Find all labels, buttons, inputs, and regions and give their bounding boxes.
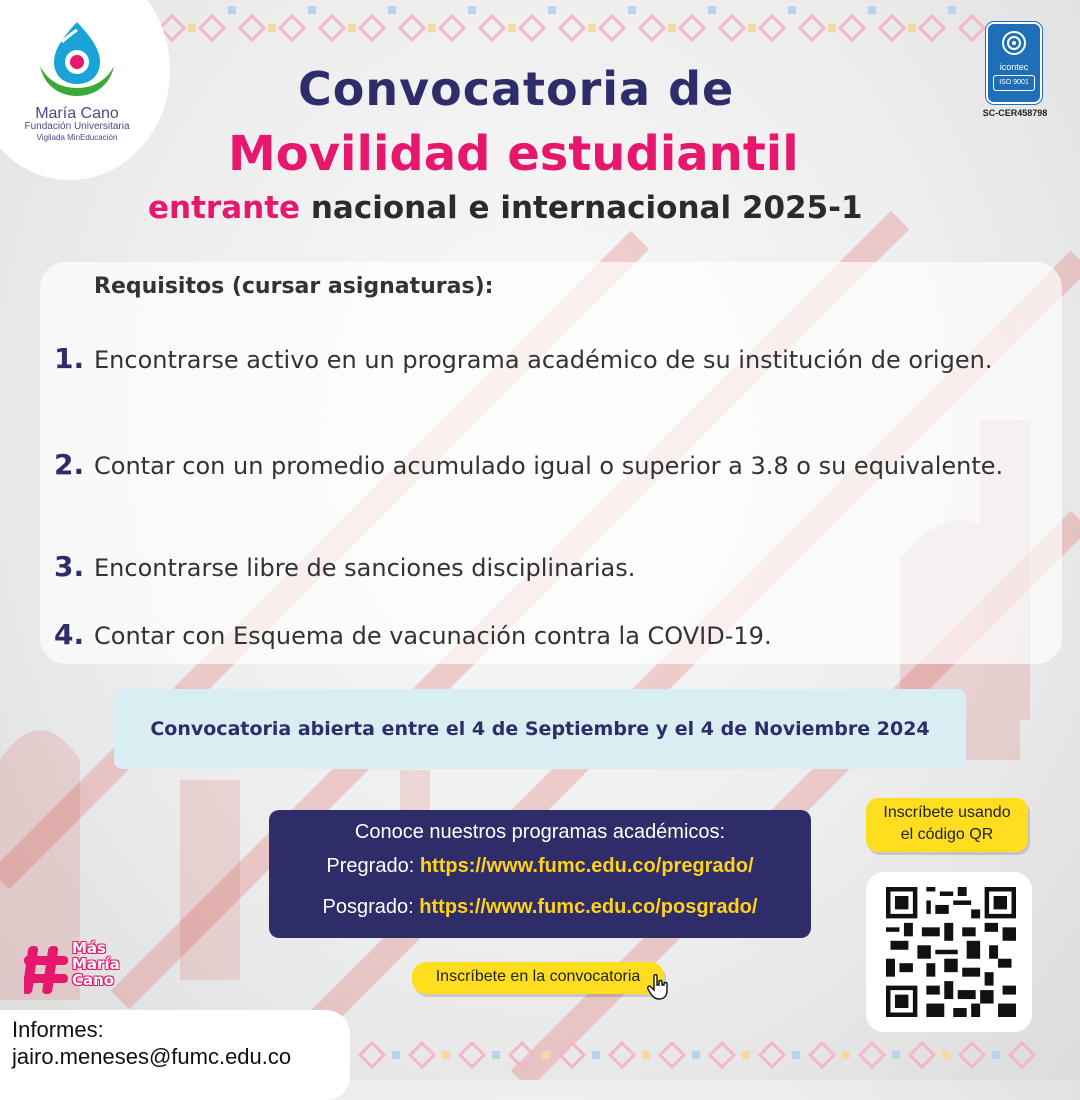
decorative-pattern-top bbox=[150, 0, 1000, 58]
heading-line-2: Movilidad estudiantil bbox=[228, 126, 799, 182]
hashtag-line-1: Más bbox=[72, 939, 106, 957]
logo-subtitle: Fundación Universitaria bbox=[24, 121, 130, 132]
posgrado-link[interactable]: https://www.fumc.edu.co/posgrado/ bbox=[419, 896, 758, 918]
requirement-number: 4. bbox=[54, 618, 85, 651]
icontec-icon bbox=[988, 24, 1040, 58]
requirement-text: Contar con Esquema de vacunación contra la COVID-19. bbox=[94, 622, 772, 650]
contact-label: Informes: bbox=[12, 1017, 104, 1042]
logo-name: María Cano bbox=[35, 105, 119, 122]
open-period-text: Convocatoria abierta entre el 4 de Septiembre y el 4 de Noviembre 2024 bbox=[150, 718, 930, 740]
heading-line-3 bbox=[148, 190, 863, 226]
open-period-banner bbox=[114, 689, 966, 769]
requirements-title: Requisitos (cursar asignaturas): bbox=[94, 274, 494, 299]
qr-code-icon[interactable] bbox=[886, 887, 1016, 1017]
icontec-certification-badge bbox=[986, 22, 1042, 104]
university-logo bbox=[22, 18, 132, 158]
pointer-hand-icon bbox=[646, 974, 670, 1000]
pregrado-label: Pregrado: bbox=[326, 855, 415, 877]
requirement-number: 1. bbox=[54, 342, 85, 375]
pregrado-line bbox=[269, 855, 811, 878]
hashtag-text bbox=[72, 940, 120, 988]
cert-standard: ISO 9001 bbox=[993, 75, 1035, 91]
logo-tagline: Vigilada MinEducación bbox=[36, 133, 118, 142]
programs-box bbox=[269, 810, 811, 938]
qr-prompt-badge bbox=[866, 798, 1028, 852]
signup-button[interactable]: Inscríbete en la convocatoria bbox=[412, 962, 664, 994]
logo-emblem-icon bbox=[22, 18, 132, 100]
requirement-text: Contar con un promedio acumulado igual o superior a 3.8 o su equivalente. bbox=[94, 452, 1004, 480]
requirement-text: Encontrarse activo en un programa académico de su institución de origen. bbox=[94, 346, 993, 374]
posgrado-label: Posgrado: bbox=[322, 896, 414, 918]
posgrado-line bbox=[269, 896, 811, 919]
programs-heading: Conoce nuestros programas académicos: bbox=[354, 821, 726, 843]
hashtag-line-3: Cano bbox=[72, 971, 115, 989]
requirement-number: 3. bbox=[54, 550, 85, 583]
cert-brand: icontec bbox=[999, 62, 1029, 72]
cert-code: SC-CER458798 bbox=[982, 108, 1048, 118]
requirement-number: 2. bbox=[54, 448, 85, 481]
qr-prompt-line-2: el código QR bbox=[900, 826, 994, 843]
hashtag-line-2: María bbox=[72, 955, 120, 973]
heading-highlight: entrante bbox=[148, 190, 301, 226]
qr-prompt-line-1: Inscríbete usando bbox=[883, 804, 1011, 821]
heading-line-1: Convocatoria de bbox=[298, 62, 735, 116]
decorative-pattern-bottom bbox=[350, 1030, 1080, 1080]
heading-rest: nacional e internacional 2025-1 bbox=[310, 190, 863, 226]
pregrado-link[interactable]: https://www.fumc.edu.co/pregrado/ bbox=[419, 855, 754, 877]
contact-email[interactable]: jairo.meneses@fumc.edu.co bbox=[12, 1044, 292, 1069]
requirement-text: Encontrarse libre de sanciones disciplinarias. bbox=[94, 554, 636, 582]
